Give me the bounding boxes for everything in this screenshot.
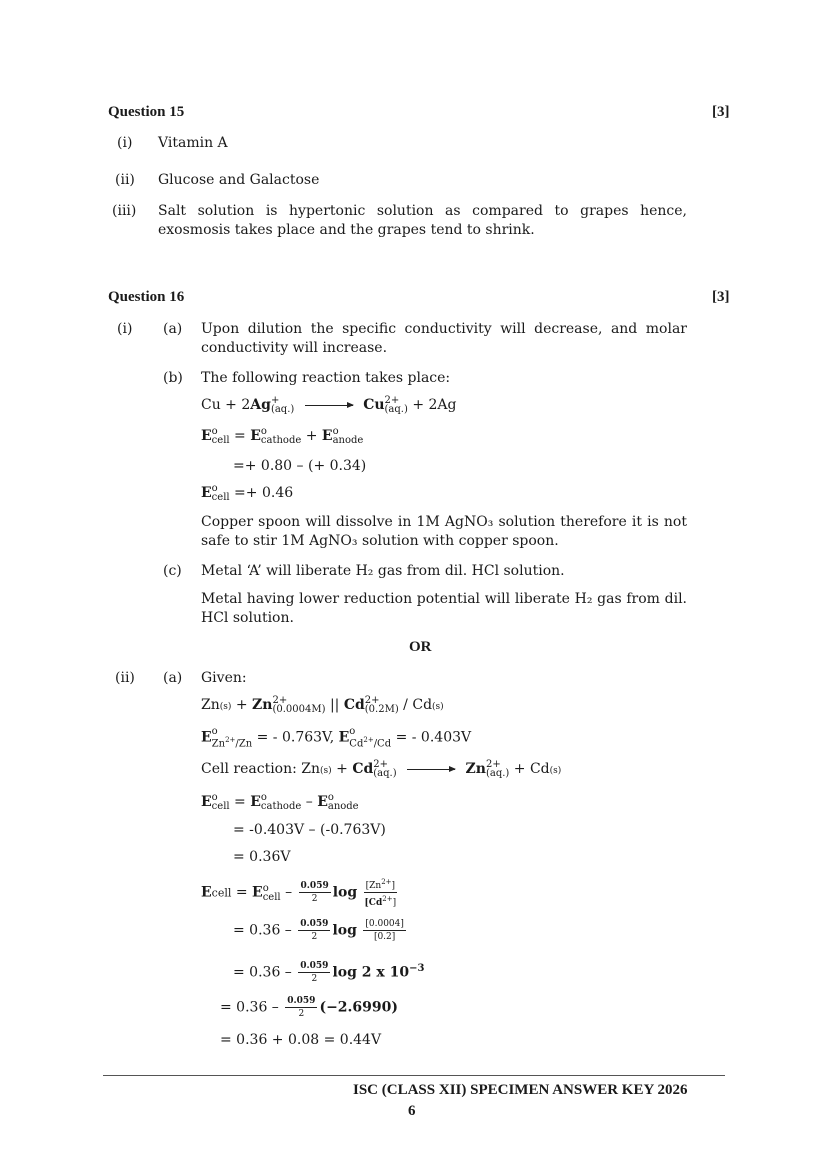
q16-i-c-text: Metal ‘A’ will liberate H₂ gas from dil. HCl solution.: [201, 563, 565, 579]
q15-marks: [3]: [712, 104, 730, 120]
reaction-arrow-icon: [407, 769, 455, 770]
q15-item-num: (ii): [115, 172, 135, 188]
q16-i-a-text: Upon dilution the specific conductivity will decrease, and molar conductivity will increase.: [201, 321, 687, 356]
ecell-formula: E o cell = E o cathode + E o anode: [201, 426, 364, 446]
footer-divider: [103, 1075, 725, 1076]
q15-title: Question 15: [108, 104, 185, 120]
given-label: Given:: [201, 670, 247, 686]
nernst-substitution: = 0.36 – $\frac{0.059}{2}$ log $\frac{[0.0004]}{[0.2]}$: [233, 919, 404, 942]
nernst-log-step: = 0.36 – $\frac{0.059}{2}$ log 2 x $10^{-3}$: [233, 961, 425, 985]
footer-title: ISC (CLASS XII) SPECIMEN ANSWER KEY 2026: [353, 1082, 688, 1098]
q16-title: Question 16: [108, 289, 185, 305]
q16-i-a-label: (a): [163, 321, 183, 337]
ecell-result-2: = 0.36V: [233, 849, 291, 865]
q16-i-b-label: (b): [163, 370, 183, 386]
page-number: 6: [408, 1103, 416, 1119]
q15-item-num: (iii): [112, 203, 137, 219]
q16-part-i-num: (i): [117, 321, 133, 337]
q16-i-b-text: The following reaction takes place:: [201, 370, 451, 386]
q16-ii-a-label: (a): [163, 670, 183, 686]
final-answer: = 0.36 + 0.08 = 0.44V: [220, 1032, 382, 1048]
q16-marks: [3]: [712, 289, 730, 305]
reaction-arrow-icon: [305, 405, 353, 406]
ecell-substitution-2: = -0.403V – (-0.763V): [233, 822, 386, 838]
q15-item-num: (i): [117, 135, 133, 151]
or-separator: OR: [409, 639, 432, 655]
ecell-result: E o cell =+ 0.46: [201, 483, 294, 503]
standard-potentials: E o $Zn^{2+}/Zn$ = - 0.763V, E o $Cd^{2+}/Cd$ = - 0.403V: [201, 726, 472, 750]
ecell-formula-2: E o cell = E o cathode – E o anode: [201, 792, 359, 812]
q15-item-text: Glucose and Galactose: [158, 172, 320, 188]
cell-reaction: Cell reaction: Zn(s) + Cd 2+ (aq.) Zn 2+ (aq.) + Cd(s): [201, 759, 562, 779]
cell-notation: Zn(s) + Zn 2+ (0.0004M) || Cd 2+ (0.2M) / Cd(s): [201, 695, 444, 715]
q16-i-c-explanation: Metal having lower reduction potential will liberate H₂ gas from dil. HCl solution.: [201, 591, 687, 626]
copper-spoon-conclusion: Copper spoon will dissolve in 1M AgNO₃ solution therefore it is not safe to stir 1M AgNO₃ solution with copper spoon.: [201, 514, 687, 549]
cu-ag-reaction-equation: Cu + 2Ag + (aq.) Cu 2+ (aq.) + 2Ag: [201, 395, 457, 415]
ecell-substitution: =+ 0.80 – (+ 0.34): [233, 458, 367, 474]
nernst-equation: Ecell = E o cell – $\frac{0.059}{2}$ log $\frac{[Zn^{2+}]}{[Cd^{2+}]}$: [201, 878, 397, 908]
q16-i-c-label: (c): [163, 563, 182, 579]
q15-item-text: Vitamin A: [158, 135, 228, 151]
q16-part-ii-num: (ii): [115, 670, 135, 686]
q15-item-text: Salt solution is hypertonic solution as compared to grapes hence, exosmosis takes place and the grapes tend to shrink.: [158, 203, 687, 238]
nernst-log-value: = 0.36 – $\frac{0.059}{2}$ (−2.6990): [220, 996, 399, 1019]
